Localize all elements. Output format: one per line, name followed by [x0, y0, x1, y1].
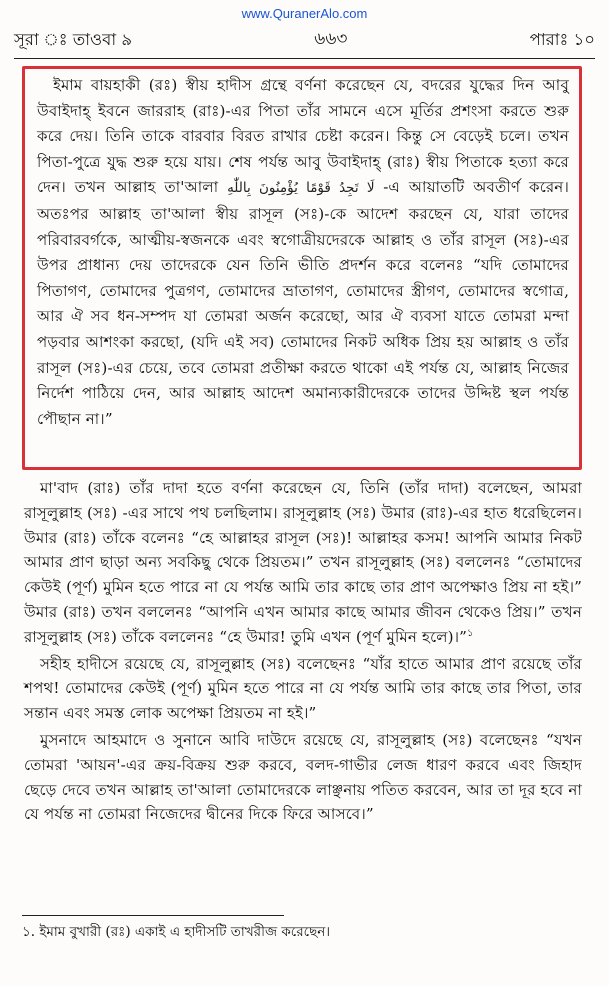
page-header [14, 24, 595, 56]
para-number: পারাঃ ১০ [529, 29, 595, 49]
arabic-verse: لَا تَجِدُ قَوْمًا يُؤْمِنُونَ بِاللّٰهِ [227, 180, 375, 197]
highlighted-passage [22, 66, 582, 470]
footnote-divider [22, 915, 284, 916]
paragraph-sahih [24, 652, 582, 726]
highlighted-paragraph [37, 73, 569, 432]
paragraph-mabad [24, 476, 582, 650]
site-url[interactable]: www.QuranerAlo.com [241, 6, 368, 21]
surah-name: সূরা ঃ তাওবা ৯ [14, 29, 133, 49]
footnote-marker: ১ [467, 627, 474, 639]
paragraph-sahih-text: সহীহ হাদীসে রয়েছে যে, রাসূলুল্লাহ (সঃ) বলেছেনঃ “যাঁর হাতে আমার প্রাণ রয়েছে তাঁর শপথ! তোমাদের কেউই (পূর্ণ) মুমিন হতে পারে না যে পর্যন্ত আমি তার কাছে তার পিতা, তার সন্তান এবং সমস্ত লোক অপেক্ষা প্রিয়তম না হই।” [24, 654, 582, 723]
paragraph-musnad [24, 728, 582, 827]
main-text [24, 476, 582, 827]
paragraph-mabad-text: মা'বাদ (রাঃ) তাঁর দাদা হতে বর্ণনা করেছেন যে, তিনি (তাঁর দাদা) বলেছেন, আমরা রাসূলুল্লাহ (সঃ) -এর সাথে পথ চলছিলাম। রাসূলুল্লাহ (সঃ) উমার (রাঃ)-এর হাত ধরেছিলেন। উমার (রাঃ) তাঁকে বলেনঃ “হে আল্লাহর রাসূল (সঃ)! আল্লাহর কসম! আপনি আমার নিকট আমার প্রাণ ছাড়া অন্য সবকিছু থেকে প্রিয়তম।” তখন রাসূলুল্লাহ (সঃ) বললেনঃ “তোমাদের কেউই (পূর্ণ) মুমিন হতে পারে না যে পর্যন্ত আমি তার কাছে তার প্রাণ অপেক্ষাও প্রিয় না হই।” উমার (রাঃ) তখন বললেনঃ “আপনি এখন আমার কাছে আমার জীবন থেকেও প্রিয়।” তখন রাসূলুল্লাহ (সঃ) তাঁকে বললেনঃ “হে উমার! তুমি এখন (পূর্ণ মুমিন হলে)।” [24, 479, 582, 646]
highlighted-text-part2: -এ আয়াতটি অবতীর্ণ করেন। অতঃপর আল্লাহ তা'আলা স্বীয় রাসূল (সঃ)-কে আদেশ করছেন যে, যারা তাদের পরিবারবর্গকে, আত্মীয়-স্বজনকে এবং স্বগোত্রীয়দেরকে আল্লাহ ও তাঁর রাসূল (সঃ)-এর উপর প্রাধান্য দেয় তাদেরকে যেন তিনি ভীতি প্রদর্শন করে বলেনঃ “যদি তোমাদের পিতাগণ, তোমাদের পুত্রগণ, তোমাদের ভ্রাতাগণ, তোমাদের স্ত্রীগণ, তোমাদের স্বগোত্র, আর ঐ সব ধন-সম্পদ যা তোমরা অর্জন করেছো, আর ঐ ব্যবসা যাতে তোমরা মন্দা পড়বার আশংকা করছো, (যদি এই সব) তোমাদের নিকট অধিক প্রিয় হয় আল্লাহ ও তাঁর রাসূল (সঃ)-এর চেয়ে, তবে তোমরা প্রতীক্ষা করতে থাকো এই পর্যন্ত যে, আল্লাহ নিজের নির্দেশ পাঠিয়ে দেন, আর আল্লাহ আদেশ অমান্যকারীদেরকে তাদের উদ্দিষ্ট স্থল পর্যন্ত পৌছান না।” [37, 178, 570, 428]
page-number: ৬৬৩ [314, 29, 348, 49]
paragraph-musnad-text: মুসনাদে আহমাদে ও সুনানে আবি দাউদে রয়েছে যে, রাসূলুল্লাহ (সঃ) বলেছেনঃ “যখন তোমরা 'আয়ন'-এর ক্রয়-বিক্রয় শুরু করবে, বলদ-গাভীর লেজ ধারণ করবে এবং জিহাদ ছেড়ে দেবে তখন আল্লাহ তা'আলা তোমাদেরকে লাঞ্ছনায় পতিত করবেন, আর তা দূর হবে না যে পর্যন্ত না তোমরা নিজেদের দ্বীনের দিকে ফিরে আসবে।” [24, 730, 582, 824]
footnote: ১. ইমাম বুখারী (রঃ) একাই এ হাদীসটি তাখরীজ করেছেন। [22, 924, 331, 940]
header-divider [14, 58, 595, 59]
highlighted-text-part1: ইমাম বায়হাকী (রঃ) স্বীয় হাদীস গ্রন্থে বর্ণনা করেছেন যে, বদরের যুদ্ধের দিন আবু উবাইদাহ্ ইবনে জাররাহ (রাঃ)-এর পিতা তাঁর সামনে এসে মূর্তির প্রশংসা করতে শুরু করে দেয়। তিনি তাকে বারবার বিরত রাখার চেষ্টা করেন। কিন্তু সে বেড়েই চলে। তখন পিতা-পুত্রে যুদ্ধ শুরু হয়ে যায়। শেষ পর্যন্ত আবু উবাইদাহ্ (রাঃ) স্বীয় পিতাকে হত্যা করে দেন। তখন আল্লাহ তা'আলা [37, 76, 569, 197]
